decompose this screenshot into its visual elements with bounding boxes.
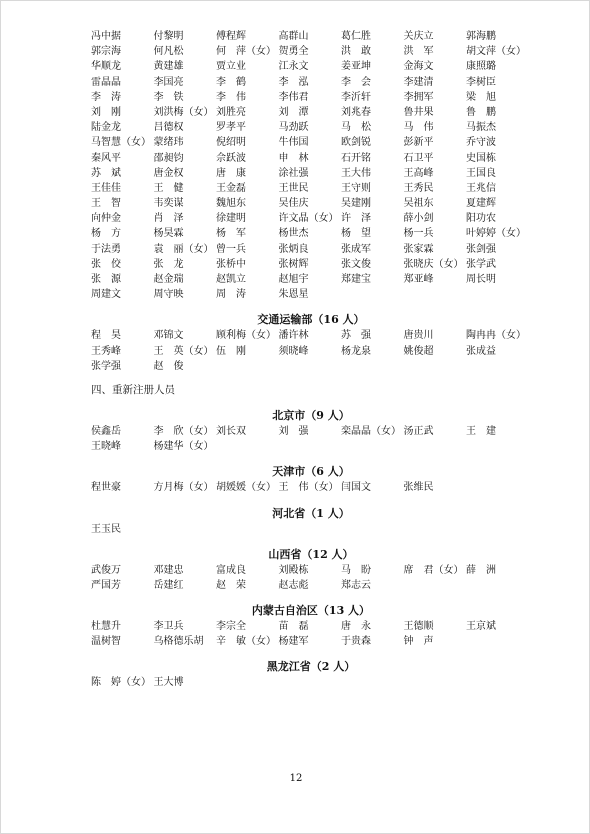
person-name: 李 铁 [153,91,184,103]
person-name: 杨 望 [341,228,371,240]
person-name: 周长明 [466,274,496,285]
person-name: 付黎明 [153,31,184,42]
person-name: 唐 永 [341,621,371,633]
person-name: 唐贵川 [403,330,434,342]
person-name: 须晓峰 [278,345,309,357]
person-name: 何凡松 [153,46,184,58]
person-name: 葛仁胜 [341,31,371,42]
person-name: 马智慧（女） [91,137,151,149]
person-name: 于贵森 [341,636,371,648]
person-name: 邓建忠 [153,564,184,576]
name-row [91,439,531,454]
person-name: 王 建 [466,425,496,437]
person-name: 关庆立 [403,31,434,42]
person-name: 张学武 [466,258,496,270]
province-heading: 山西省（12 人） [268,547,354,561]
name-row [91,105,531,120]
person-name: 李卫兵 [153,621,184,633]
person-name: 申 林 [278,152,309,164]
person-name: 倪绍明 [216,137,246,149]
person-name: 叶婷婷（女） [466,228,526,240]
person-name: 贺勇全 [278,46,309,58]
person-name: 唐金权 [153,167,184,179]
person-name: 王晓峰 [91,441,121,453]
province-name-list [91,675,531,690]
person-name: 王 健 [153,182,184,194]
name-row [91,181,531,196]
name-row [91,211,531,226]
person-name: 张学强 [91,360,121,372]
page-number: 12 [289,773,303,784]
name-row [91,257,531,272]
person-name: 徐建明 [216,213,246,225]
person-name: 潘许林 [278,330,309,342]
person-name: 袁 丽（女） [153,243,214,255]
person-name: 富成良 [216,564,246,576]
person-name: 李 鹤 [216,76,246,88]
province-name-list [91,424,531,454]
person-name: 李拥军 [403,91,434,103]
person-name: 阳功农 [466,213,496,225]
person-name: 洪 军 [403,46,434,58]
name-row [91,359,531,374]
page-content [91,29,531,691]
person-name: 夏建辉 [466,198,496,210]
name-row [91,196,531,211]
person-name: 温树智 [91,636,121,648]
person-name: 佘跃波 [216,152,246,164]
person-name: 马 伟 [403,122,434,134]
person-name: 张炳良 [278,243,309,255]
person-name: 赵旭宇 [278,274,309,285]
person-name: 郑亚峰 [403,274,434,285]
person-name: 刘殿栋 [278,564,309,576]
person-name: 张成益 [466,345,496,357]
name-row [91,44,531,59]
person-name: 马 松 [341,122,371,134]
person-name: 王金磊 [216,182,246,194]
name-row [91,272,531,287]
person-name: 方月梅（女） [153,482,214,494]
person-name: 王京斌 [466,621,496,633]
province-heading: 北京市（9 人） [272,408,350,422]
person-name: 张晓庆（女） [403,258,464,270]
person-name: 肖 泽 [153,213,184,225]
person-name: 刘 强 [278,425,309,437]
person-name: 王德顺 [403,621,434,633]
person-name: 赵 俊 [153,360,184,372]
name-row [91,480,531,495]
person-name: 薛小剑 [403,213,434,225]
person-name: 钟 声 [403,636,434,648]
person-name: 吴建刚 [341,198,371,210]
person-name: 江永文 [278,61,309,73]
section-heading-transport: 交通运输部（16 人） [257,313,365,327]
person-name: 朱恩星 [278,289,309,301]
person-name: 许 泽 [341,213,371,225]
person-name: 郭宗海 [91,46,121,58]
person-name: 洪 敢 [341,46,371,58]
person-name: 雷晶晶 [91,76,121,88]
province-sections [91,408,531,691]
person-name: 张 源 [91,274,121,285]
person-name: 胡媛媛（女） [216,482,276,494]
person-name: 马劲跃 [278,122,309,134]
person-name: 李 伟 [216,91,246,103]
person-name: 李 欣（女） [153,425,214,437]
person-name: 杨龙泉 [341,345,371,357]
person-name: 彭新平 [403,137,434,149]
person-name: 李树臣 [466,76,496,88]
person-name: 于法勇 [91,243,121,255]
person-name: 姚俊超 [403,345,434,357]
person-name: 许文晶（女） [278,213,339,225]
person-name: 周守映 [153,289,184,301]
person-name: 王 伟（女） [278,482,339,494]
person-name: 赵 荣 [216,579,246,591]
person-name: 苗 磊 [278,621,309,633]
person-name: 张剑强 [466,243,496,255]
person-name: 乔守波 [466,137,496,149]
person-name: 辛 敏（女） [216,636,276,648]
person-name: 王玉民 [91,523,121,535]
person-name: 张树辉 [278,258,309,270]
person-name: 乌格德乐胡 [153,636,204,648]
person-name: 王佳佳 [91,182,121,194]
person-name: 赵金瑞 [153,274,184,285]
person-name: 刘 刚 [91,106,121,118]
person-name: 赵凯立 [216,274,246,285]
province-name-list [91,480,531,495]
person-name: 程 昊 [91,330,121,342]
person-name: 华顺龙 [91,61,121,73]
person-name: 刘兆春 [341,106,371,118]
person-name: 杜慧升 [91,621,121,633]
name-row [91,90,531,105]
person-name: 席 君（女） [403,564,464,576]
name-row [91,578,531,593]
person-name: 张成军 [341,243,371,255]
province-name-list [91,619,531,649]
person-name: 张维民 [403,482,434,494]
person-name: 金海文 [403,61,434,73]
person-name: 王国良 [466,167,496,179]
person-name: 郭海鹏 [466,31,496,42]
person-name: 程世豪 [91,482,121,494]
person-name: 张 龙 [153,258,184,270]
person-name: 涂社强 [278,167,309,179]
person-name: 侯鑫岳 [91,425,121,437]
person-name: 王大博 [153,677,184,689]
person-name: 王秀峰 [91,345,121,357]
section-title-reregistered: 四、重新注册人员 [91,383,175,396]
person-name: 郑建宝 [341,274,371,285]
person-name: 史国栋 [466,152,496,164]
person-name: 严国芳 [91,579,121,591]
person-name: 李建清 [403,76,434,88]
person-name: 李国亮 [153,76,184,88]
name-row [91,634,531,649]
name-row [91,675,531,690]
person-name: 鲁井果 [403,106,434,118]
person-name: 李 泓 [278,76,309,88]
person-name: 王守则 [341,182,371,194]
person-name: 王世民 [278,182,309,194]
person-name: 王 智 [91,198,121,210]
person-name: 周 涛 [216,289,246,301]
person-name: 陶冉冉（女） [466,330,526,342]
person-name: 傅程辉 [216,31,246,42]
name-row [91,120,531,135]
transport-name-list [91,328,531,374]
person-name: 武俊万 [91,564,121,576]
person-name: 王兆信 [466,182,496,194]
person-name: 韦奕谋 [153,198,184,210]
person-name: 薛 洲 [466,564,496,576]
person-name: 贾立业 [216,61,246,73]
person-name: 顾利梅（女） [216,330,276,342]
person-name: 曾一兵 [216,243,246,255]
name-row [91,59,531,74]
person-name: 鲁 鹏 [466,106,496,118]
province-name-list [91,522,531,537]
name-row [91,287,531,302]
person-name: 魏旭东 [216,198,246,210]
person-name: 欧剑锐 [341,137,371,149]
person-name: 陆金龙 [91,122,121,134]
person-name: 梁 旭 [466,91,496,103]
person-name: 高群山 [278,31,309,42]
person-name: 杨建华（女） [153,441,214,453]
person-name: 刘长双 [216,425,246,437]
name-row [91,328,531,343]
person-name: 郑志云 [341,579,371,591]
person-name: 吕德权 [153,122,184,134]
person-name: 康照璐 [466,61,496,73]
person-name: 罗孝平 [216,122,246,134]
name-row [91,166,531,181]
person-name: 刘 潭 [278,106,309,118]
name-row [91,242,531,257]
person-name: 刘洪梅（女） [153,106,214,118]
person-name: 黄建雄 [153,61,184,73]
person-name: 王 英（女） [153,345,214,357]
name-row [91,151,531,166]
person-name: 岳建红 [153,579,184,591]
person-name: 刘胜亮 [216,106,246,118]
person-name: 杨昊霖 [153,228,184,240]
person-name: 唐 康 [216,167,246,179]
name-row [91,135,531,150]
person-name: 马振杰 [466,122,496,134]
person-name: 杨 军 [216,228,246,240]
name-row [91,344,531,359]
person-name: 李沂轩 [341,91,371,103]
person-name: 王高峰 [403,167,434,179]
person-name: 苏 强 [341,330,371,342]
person-name: 何 萍（女） [216,46,276,58]
person-name: 李 会 [341,76,371,88]
person-name: 苏 斌 [91,167,121,179]
person-name: 秦风平 [91,152,121,164]
province-name-list [91,563,531,593]
person-name: 汤正武 [403,425,434,437]
person-name: 张桥中 [216,258,246,270]
person-name: 王大伟 [341,167,371,179]
person-name: 王秀民 [403,182,434,194]
name-row [91,424,531,439]
person-name: 杨 方 [91,228,121,240]
person-name: 马 盼 [341,564,371,576]
person-name: 蒙绪玮 [153,137,184,149]
person-name: 杨建军 [278,636,309,648]
name-row [91,619,531,634]
name-row [91,522,531,537]
name-row [91,563,531,578]
person-name: 邵昶钧 [153,152,184,164]
province-heading: 天津市（6 人） [272,465,350,479]
person-name: 牛伟国 [278,137,309,149]
main-name-list [91,29,531,302]
province-heading: 黑龙江省（2 人） [266,660,356,674]
person-name: 栾晶晶（女） [341,425,401,437]
person-name: 伍 刚 [216,345,246,357]
person-name: 张文俊 [341,258,371,270]
person-name: 张 佼 [91,258,121,270]
person-name: 赵志彪 [278,579,309,591]
person-name: 李伟君 [278,91,309,103]
person-name: 姜亚坤 [341,61,371,73]
person-name: 胡文萍（女） [466,46,526,58]
name-row [91,29,531,44]
name-row [91,226,531,241]
person-name: 李宗全 [216,621,246,633]
person-name: 闫国文 [341,482,371,494]
person-name: 吴祖东 [403,198,434,210]
person-name: 张家霖 [403,243,434,255]
person-name: 向仲金 [91,213,121,225]
province-heading: 河北省（1 人） [272,506,350,520]
person-name: 吴佳庆 [278,198,309,210]
name-row [91,75,531,90]
person-name: 周建文 [91,289,121,301]
person-name: 石卫平 [403,152,434,164]
person-name: 冯中据 [91,31,121,42]
person-name: 李 涛 [91,91,121,103]
person-name: 邓锦文 [153,330,184,342]
person-name: 杨一兵 [403,228,434,240]
person-name: 石开铭 [341,152,371,164]
person-name: 陈 婷（女） [91,677,151,689]
person-name: 杨世杰 [278,228,309,240]
province-heading: 内蒙古自治区（13 人） [251,604,371,618]
